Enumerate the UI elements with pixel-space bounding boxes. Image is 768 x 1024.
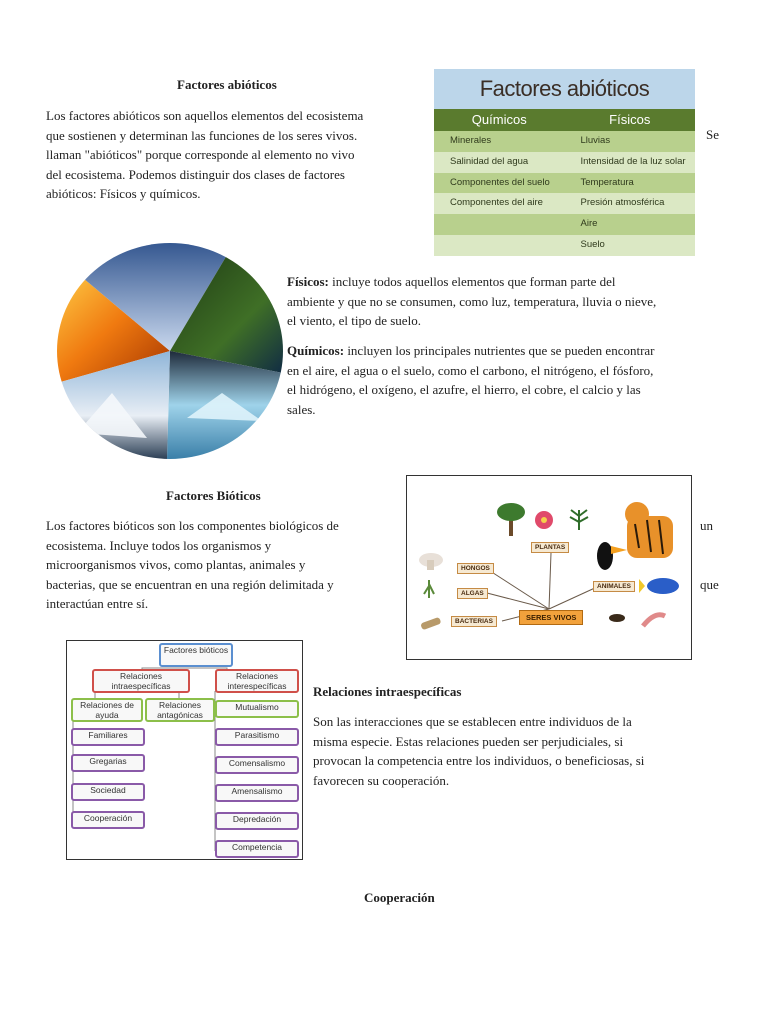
biotic-line: Los factores bióticos son los componentes biológicos de bbox=[46, 518, 339, 533]
physical-factors-line bbox=[287, 272, 727, 292]
physical-factors-paragraph bbox=[287, 272, 727, 331]
table-cell bbox=[434, 214, 565, 235]
table-row bbox=[434, 131, 695, 152]
biotic-line: interactúan entre sí. bbox=[46, 596, 149, 611]
abiotic-table-title: Factores abióticos bbox=[434, 69, 695, 109]
abiotic-side-word: Se bbox=[706, 127, 719, 142]
biotic-side-word: un bbox=[700, 518, 713, 533]
abiotic-intro bbox=[46, 106, 426, 204]
intraspecific-line: favorecen su cooperación. bbox=[313, 772, 450, 788]
intraspecific-paragraph bbox=[313, 712, 733, 790]
abiotic-table-header bbox=[434, 109, 695, 131]
biotic-line: microorganismos vivos, como plantas, animales y bbox=[46, 557, 306, 572]
chemical-factors-line: sales. bbox=[287, 401, 316, 417]
physical-factors-line: el viento, el tipo de suelo. bbox=[287, 313, 421, 328]
natural-elements-illustration bbox=[57, 243, 283, 459]
table-cell: Minerales bbox=[450, 135, 492, 146]
intraspecific-relations-box: Relaciones intraespecíficas bbox=[92, 669, 190, 693]
table-cell: Intensidad de la luz solar bbox=[580, 155, 686, 167]
intraspecific-line: misma especie. Estas relaciones pueden ser perjudiciales, si bbox=[313, 733, 624, 749]
relation-item-box: Mutualismo bbox=[215, 700, 299, 718]
biotic-line: ecosistema. Incluye todos los organismos y bbox=[46, 537, 272, 553]
table-row bbox=[434, 193, 695, 214]
relation-item-box: Cooperación bbox=[71, 811, 145, 829]
table-cell: Lluvias bbox=[580, 135, 611, 146]
chemical-factors-line: el hidrógeno, el oxígeno, el azufre, el hierro, el cobre, el calcio y las bbox=[287, 382, 641, 397]
intraspecific-line: provocan la competencia entre los individuos, o beneficiosas, si bbox=[313, 753, 645, 768]
abiotic-heading: Factores abióticos bbox=[177, 77, 277, 92]
natural-elements-circle-image bbox=[57, 243, 283, 459]
biotic-paragraph bbox=[46, 516, 396, 614]
abiotic-intro-line: llaman "abióticos" porque corresponde al elemento no vivo bbox=[46, 147, 355, 162]
algae-label: ALGAS bbox=[457, 588, 488, 599]
interspecific-relations-box: Relaciones interespecíficas bbox=[215, 669, 299, 693]
plants-label: PLANTAS bbox=[531, 542, 569, 553]
table-row bbox=[434, 235, 695, 256]
table-cell bbox=[434, 235, 565, 256]
relation-item-box: Competencia bbox=[215, 840, 299, 858]
table-row bbox=[434, 152, 695, 173]
biotic-factors-root-box: Factores bióticos bbox=[159, 643, 233, 667]
biotic-relations-diagram-image bbox=[66, 640, 303, 860]
abiotic-intro-line: que sostienen y determinan las funciones de los seres vivos. bbox=[46, 127, 358, 143]
abiotic-intro-line: Los factores abióticos son aquellos elementos del ecosistema bbox=[46, 108, 364, 123]
living-beings-connector-lines bbox=[407, 476, 691, 659]
table-cell: Temperatura bbox=[580, 176, 634, 188]
help-relations-box: Relaciones de ayuda bbox=[71, 698, 143, 722]
table-row bbox=[434, 214, 695, 235]
intraspecific-line: Son las interacciones que se establecen entre individuos de la bbox=[313, 714, 632, 729]
living-beings-diagram-image bbox=[406, 475, 692, 660]
physical-factors-text: incluye todos aquellos elementos que forman parte del bbox=[328, 274, 616, 289]
biotic-line: bacterias, que se encuentran en una región delimitada y bbox=[46, 576, 334, 592]
relation-item-box: Amensalismo bbox=[215, 784, 299, 802]
antagonistic-relations-box: Relaciones antagónicas bbox=[145, 698, 215, 722]
living-beings-label: SERES VIVOS bbox=[519, 610, 583, 625]
biotic-heading: Factores Bióticos bbox=[166, 488, 261, 503]
cooperation-heading: Cooperación bbox=[364, 890, 435, 905]
relation-item-box: Comensalismo bbox=[215, 756, 299, 774]
relation-item-box: Familiares bbox=[71, 728, 145, 746]
physical-factors-label: Físicos: bbox=[287, 274, 329, 289]
abiotic-table-header-cell: Químicos bbox=[471, 112, 527, 127]
intraspecific-heading: Relaciones intraespecíficas bbox=[313, 684, 462, 699]
fungi-label: HONGOS bbox=[457, 563, 494, 574]
chemical-factors-paragraph bbox=[287, 341, 727, 419]
table-cell: Componentes del suelo bbox=[450, 176, 550, 188]
table-cell: Presión atmosférica bbox=[580, 197, 665, 209]
abiotic-intro-line: del ecosistema. Podemos distinguir dos clases de factores bbox=[46, 166, 345, 182]
abiotic-table-body bbox=[434, 131, 695, 256]
chemical-factors-text: incluyen los principales nutrientes que se pueden encontrar bbox=[344, 343, 655, 358]
table-cell: Salinidad del agua bbox=[450, 155, 529, 167]
abiotic-table-header-cell: Físicos bbox=[609, 112, 651, 127]
biotic-side-word: que bbox=[700, 577, 719, 592]
physical-factors-line: ambiente y que no se consumen, como luz, temperatura, lluvia o nieve, bbox=[287, 293, 657, 309]
table-cell: Suelo bbox=[580, 238, 605, 250]
chemical-factors-line bbox=[287, 341, 727, 361]
table-cell: Aire bbox=[580, 218, 598, 230]
relation-item-box: Sociedad bbox=[71, 783, 145, 801]
abiotic-intro-line: abióticos: Físicos y químicos. bbox=[46, 186, 201, 201]
chemical-factors-label: Químicos: bbox=[287, 343, 345, 358]
relation-item-box: Gregarias bbox=[71, 754, 145, 772]
relation-item-box: Depredación bbox=[215, 812, 299, 830]
bacteria-label: BACTERIAS bbox=[451, 616, 497, 627]
animals-label: ANIMALES bbox=[593, 581, 635, 592]
chemical-factors-line: en el aire, el agua o el suelo, como el carbono, el nitrógeno, el fósforo, bbox=[287, 362, 654, 378]
table-row bbox=[434, 173, 695, 194]
abiotic-factors-table-image bbox=[434, 69, 695, 256]
table-cell: Componentes del aire bbox=[450, 197, 543, 209]
relation-item-box: Parasitismo bbox=[215, 728, 299, 746]
